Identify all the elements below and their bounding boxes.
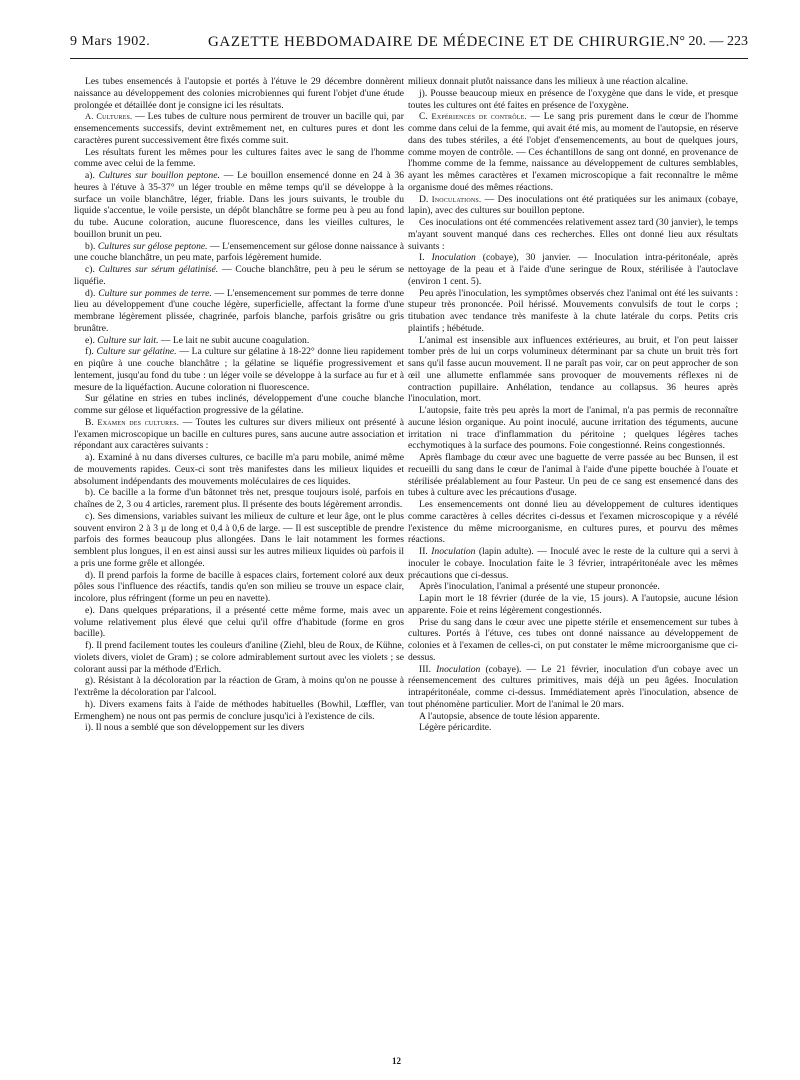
signature-mark: 12 — [392, 1056, 401, 1066]
section-tag: D. — [419, 193, 432, 205]
item-tag: I. — [419, 252, 432, 264]
left-column — [74, 76, 404, 734]
issue-page-number: N° 20. — 223 — [669, 34, 748, 49]
item-text: — L'ensemencement sur pommes de terre donne lieu au développement d'une couche légère, superficielle, affectant la forme d'une membrane légèrement plissée, chagrinée, parfois blanche, parfois grisâtre ou gris brunâtre. — [74, 287, 404, 334]
paragraph: Sur gélatine en stries en tubes inclinés, développement d'une couche blanche comme sur gélose et liquéfaction progressive de la gélatine. — [74, 393, 404, 416]
paragraph-text: — Le sang pris purement dans le cœur de l'homme comme dans celui de la femme, qui avait été mis, au moment de l'autopsie, en réserve dans des tubes stériles, a été l'objet d'ensemencements, au bout de quelques jours, comme moyen de contrôle. — Ces échantillons de sang ont donné, en provenance de l'homme comme de la femme, naissance au développement de cultures semblables, ayant les mêmes caractères et l'examen microscopique a fait reconnaître le même organisme doué des mêmes réactions. — [408, 111, 738, 193]
item-tag: f). — [85, 346, 97, 358]
journal-title: GAZETTE HEBDOMADAIRE DE MÉDECINE ET DE CHIRURGIE. — [208, 34, 670, 50]
paragraph: Légère péricardite. — [419, 722, 492, 734]
item-title: Inoculation — [431, 252, 476, 264]
item-text: (lapin adulte). — Inoculé avec le reste de la culture qui a servi à inoculer le cobaye. Inoculation faite le 3 février, intrapéritonéale avec les mêmes précautions que ci-dessus. — [408, 546, 739, 581]
inoculation-i — [408, 252, 738, 287]
item-title: Cultures sur sérum gélatinisé. — [98, 264, 219, 275]
paragraph: Après flambage du cœur avec une baguette de verre passée au bec Bunsen, il est recueilli du sang dans le cœur de l'animal à l'aide d'une pipette bouchée à l'ouate et stérilisée préalablement au four Pasteur. Un peu de ce sang est ensemencé dans des tubes à culture avec les précautions d'usage. — [408, 452, 738, 499]
item-title: Inoculation — [436, 663, 481, 675]
paragraph: L'animal est insensible aux influences extérieures, au bruit, et l'on peut laisser tomber près de lui un corps volumineux déterminant par sa chute un bruit très fort sans qu'il fasse aucun mouvement. Il ne paraît pas voir, car on peut approcher de son œil une allumette enflammée sans provoquer de mouvements réflexes ni de contraction pupillaire. Anhélation, tendance au collapsus. 36 heures après l'inoculation, mort. — [408, 334, 738, 405]
paragraph: Peu après l'inoculation, les symptômes observés chez l'animal ont été les suivants : stupeur très prononcée. Poil hérissé. Mouvements convulsifs de tout le corps ; titubation avec tendance très manifeste à la chute latérale du corps. Petits cris plaintifs ; hébétude. — [408, 287, 738, 334]
inoculation-iii — [408, 664, 738, 711]
list-item: b). Ce bacille a la forme d'un bâtonnet très net, presque toujours isolé, parfois en chaînes de 2, 3 ou 4 articles, rarement plus. Il présente des bouts légèrement arrondis. — [74, 487, 404, 510]
item-title: Inoculation — [431, 546, 476, 557]
section-b-examen — [74, 417, 404, 452]
item-title: Culture sur gélatine. — [96, 346, 177, 358]
paragraph: Lapin mort le 18 février (durée de la vie, 15 jours). A l'autopsie, aucune lésion apparente. Foie et reins légèrement congestionnés. — [408, 593, 738, 616]
paragraph: Les ensemencements ont donné lieu au développement de cultures identiques comme caractères à celles décrites ci-dessus et l'examen microscopique y a révélé l'existence du même microorganisme, en cultures pures, et pourvu des mêmes réactions. — [408, 499, 738, 546]
paragraph-text: — Les tubes de culture nous permirent de trouver un bacille qui, par ensemencements successifs, devint extrêmement net, en cultures pures et dont les caractères purent successivement être fixés comme suit. — [74, 111, 404, 146]
paragraph: Prise du sang dans le cœur avec une pipette stérile et ensemencement sur tubes à cultures. Portés à l'étuve, ces tubes ont donné naissance au développement de colonies et à l'examen de celles-ci, on put constater le même microorganisme que ci-dessus. — [408, 616, 738, 663]
item-tag: d). — [85, 287, 99, 299]
item-title: Culture sur lait. — [97, 334, 159, 346]
paragraph-text: — Des inoculations ont été pratiquées sur les animaux (cobaye, lapin), avec des cultures sur bouillon peptone. — [408, 193, 738, 217]
list-item: a). Examiné à nu dans diverses cultures, ce bacille m'a paru mobile, animé même de mouvements rapides. Ceux-ci sont très manifestes dans les milieux liquides et absolument indépendants des mouvements moléculaires de ces liquides. — [74, 452, 404, 487]
paragraph: Après l'inoculation, l'animal a présenté une stupeur prononcée. — [419, 581, 660, 593]
list-item — [74, 346, 404, 393]
right-column — [408, 76, 738, 734]
list-item — [74, 241, 404, 265]
section-tag: C. — [419, 111, 432, 123]
item-tag: a). — [85, 170, 99, 181]
list-item — [74, 264, 404, 288]
item-tag: III. — [419, 663, 437, 675]
section-heading: Examen des cultures. — [97, 417, 183, 427]
list-item: d). Il prend parfois la forme de bacille à espaces clairs, fortement coloré aux deux pôles sous l'influence des réactifs, tandis qu'en son milieu se trouve un espace clair, incolore, plus réfringent (forme un peu en navette). — [74, 569, 404, 604]
item-title: Culture sur pommes de terre. — [98, 287, 212, 299]
list-item: j). Pousse beaucoup mieux en présence de l'oxygène que dans le vide, et presque toutes les cultures ont été faites en présence de l'oxygène. — [408, 87, 738, 111]
item-title: Cultures sur gélose peptone. — [97, 240, 208, 252]
paragraph: A l'autopsie, absence de toute lésion apparente. — [419, 710, 600, 722]
inoculation-ii — [408, 546, 738, 581]
list-item — [74, 288, 404, 335]
item-text: — Couche blanchâtre, peu à peu le sérum se liquéfie. — [74, 264, 404, 287]
list-item: g). Résistant à la décoloration par la réaction de Gram, à moins qu'on ne pousse à l'extrême la décoloration par l'alcool. — [74, 675, 404, 698]
section-heading: Inoculations. — [431, 194, 485, 204]
paragraph: Les tubes ensemencés à l'autopsie et portés à l'étuve le 29 décembre donnèrent naissance au développement des colonies microbiennes qui furent l'objet d'une étude prolongée et détaillée dont je consigne ici les résultats. — [74, 76, 404, 111]
section-c-controle — [408, 111, 738, 193]
list-item: i). Il nous a semblé que son développement sur les divers — [85, 722, 305, 734]
paragraph: Ces inoculations ont été commencées relativement assez tard (30 janvier), le temps m'ayant souvent manqué dans ces recherches. Elles ont donné lieu aux résultats suivants : — [408, 217, 738, 252]
item-title: Cultures sur bouillon peptone. — [98, 170, 220, 181]
paragraph: L'autopsie, faite très peu après la mort de l'animal, n'a pas permis de reconnaître aucune lésion organique. Au point inoculé, aucune irritation des téguments, aucune irritation ni trace d'inflammation du péritoine ; quelques légères taches ecchymotiques à la surface des poumons. Foie congestionné. Reins congestionnés. — [408, 405, 738, 452]
list-item: f). Il prend facilement toutes les couleurs d'aniline (Ziehl, bleu de Roux, de Kühne, violets divers, violet de Gram) ; se colore admirablement surtout avec les violets ; se colorant aussi par la méthode d'Erlich. — [74, 640, 404, 675]
section-tag: B. — [85, 416, 98, 428]
paragraph: milieux donnait plutôt naissance dans les milieux à une réaction alcaline. — [408, 76, 688, 87]
list-item: e). Dans quelques préparations, il a présenté cette même forme, mais avec un volume relativement plus élevé que celui qu'il offre d'habitude (forme en gros bacille). — [74, 604, 404, 640]
header-divider — [70, 58, 748, 59]
item-text: — Le lait ne subit aucune coagulation. — [158, 334, 310, 346]
paragraph-text: — Toutes les cultures sur divers milieux ont présenté à l'examen microscopique un bacille en cultures pures, sans aucune autre association et répondant aux caractères suivants : — [74, 416, 404, 452]
issue-date: 9 Mars 1902. — [70, 34, 151, 49]
item-text: — L'ensemencement sur gélose donne naissance à une couche blanchâtre, un peu mate, parfois légèrement humide. — [74, 240, 404, 264]
item-tag: c). — [85, 264, 99, 275]
section-d-inoculations — [408, 194, 738, 218]
section-heading: A. Cultures. — [85, 112, 136, 122]
list-item: c). Ses dimensions, variables suivant les milieux de culture et leur âge, ont le plus souvent environ 2 à 3 µ de long et 0,4 à 0,6 de large. — Il est susceptible de prendre parfois des formes beaucoup plus allongées. Dans le lait notamment les formes semblent plus longues, il en est ainsi aussi sur les autres milieux liquides où parfois il a pris une forme grêle et allongée. — [74, 510, 404, 569]
paragraph: Les résultats furent les mêmes pour les cultures faites avec le sang de l'homme comme avec celui de la femme. — [74, 146, 404, 170]
item-text: — La culture sur gélatine à 18-22° donne lieu rapidement en piqûre à une couche blanchâtre ; la gélatine se liquéfie progressivement et lentement, jusqu'au fond du tube : un léger voile se développe à la surface au fur et à mesure de la liquéfaction. Aucune coloration ni fluorescence. — [74, 346, 404, 393]
item-text: — Le bouillon ensemencé donne en 24 à 36 heures à l'étuve à 35-37° un léger trouble en même temps qu'il se développe à la surface un voile blanchâtre, léger, friable. Dans les jours suivants, le trouble du liquide s'accentue, le voile persiste, un dépôt blanchâtre se forme peu à peu au fond du tube. Aucune coloration, aucune fluorescence, dans les vieilles cultures, le bouillon brunit un peu. — [74, 170, 405, 240]
running-header — [70, 32, 748, 54]
item-text: (cobaye), 30 janvier. — Inoculation intra-péritonéale, après nettoyage de la peau et à l'aide d'une seringue de Roux, stérilisée à l'autoclave (environ 1 cent. 5). — [408, 252, 739, 287]
item-tag: e). — [85, 334, 98, 346]
list-item — [74, 335, 404, 347]
section-heading: Expériences de contrôle. — [431, 112, 531, 122]
item-text: (cobaye). — Le 21 février, inoculation d'un cobaye avec un réensemencement des cultures primitives, mais déjà un peu âgées. Inoculation intrapéritonéale, comme ci-dessus. Immédiatement après l'inoculation, absence de tout phénomène particulier. Mort de l'animal le 20 mars. — [408, 663, 738, 710]
list-item: h). Divers examens faits à l'aide de méthodes habituelles (Bowhil, Lœffler, van Ermenghem) ne nous ont pas permis de conclure jusqu'ici à l'existence de cils. — [74, 698, 404, 722]
section-a-cultures — [74, 111, 404, 146]
list-item — [74, 170, 404, 241]
item-tag: II. — [419, 546, 432, 557]
item-tag: b). — [85, 240, 98, 252]
